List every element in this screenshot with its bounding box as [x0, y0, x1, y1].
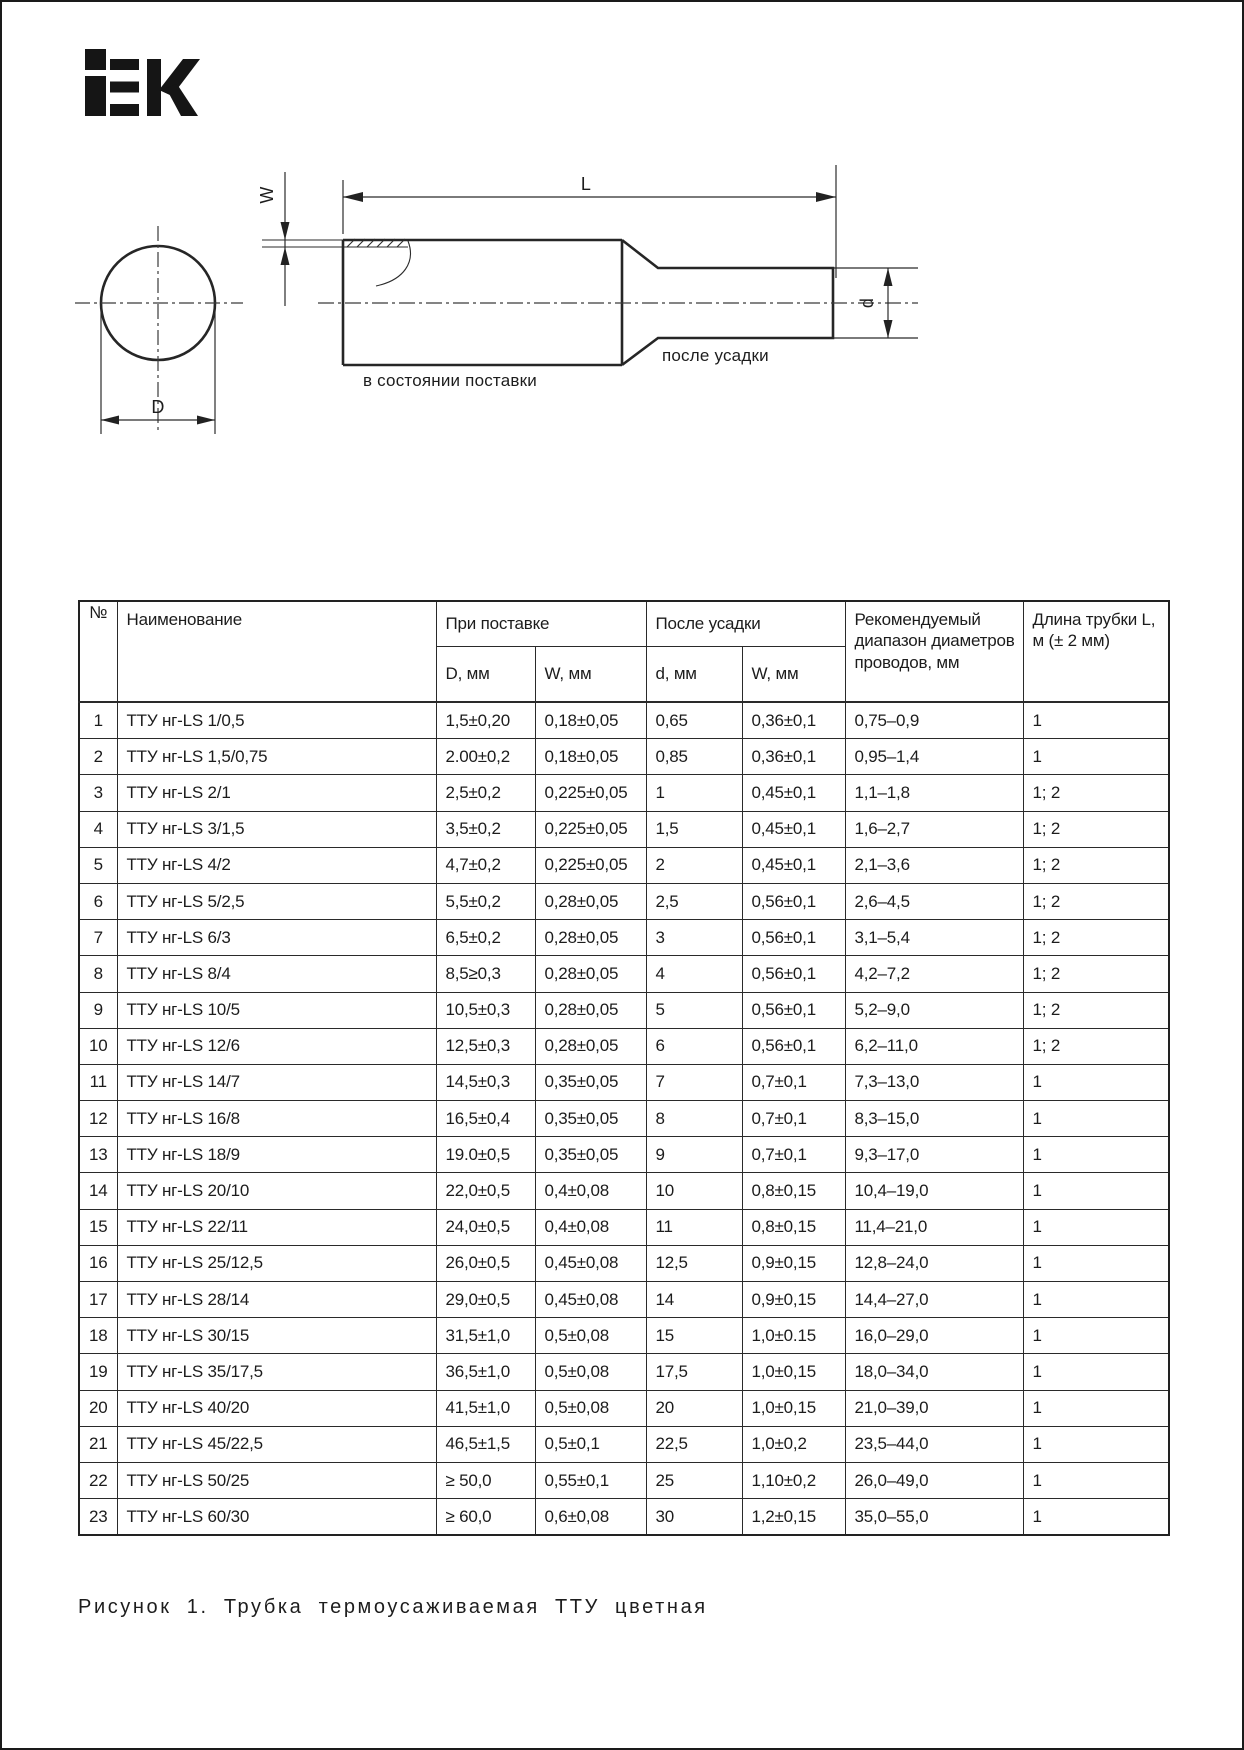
technical-drawing — [70, 120, 930, 460]
table-cell: 1 — [1023, 1209, 1169, 1245]
table-cell: 1,0±0,2 — [742, 1426, 845, 1462]
header-supplied-group: При поставке — [436, 601, 646, 647]
table-cell: 4,2–7,2 — [845, 956, 1023, 992]
table-row — [79, 1390, 1169, 1426]
table-cell: ТТУ нг-LS 8/4 — [117, 956, 436, 992]
table-cell: ТТУ нг-LS 60/30 — [117, 1499, 436, 1536]
table-cell: 11 — [79, 1064, 117, 1100]
table-cell: 6 — [646, 1028, 742, 1064]
table-cell: 15 — [79, 1209, 117, 1245]
table-cell: 0,28±0,05 — [535, 956, 646, 992]
table-cell: 0,28±0,05 — [535, 992, 646, 1028]
table-row — [79, 1282, 1169, 1318]
table-cell: 0,28±0,05 — [535, 920, 646, 956]
side-view — [257, 165, 918, 390]
table-cell: 0,5±0,08 — [535, 1318, 646, 1354]
table-cell: ТТУ нг-LS 25/12,5 — [117, 1245, 436, 1281]
table-cell: 0,35±0,05 — [535, 1101, 646, 1137]
table-cell: 26,0±0,5 — [436, 1245, 535, 1281]
spec-table-body — [79, 702, 1169, 1535]
table-cell: 12,5±0,3 — [436, 1028, 535, 1064]
table-cell: 15 — [646, 1318, 742, 1354]
table-cell: 1; 2 — [1023, 992, 1169, 1028]
table-cell: 1,0±0.15 — [742, 1318, 845, 1354]
table-cell: ТТУ нг-LS 50/25 — [117, 1462, 436, 1498]
table-cell: ТТУ нг-LS 14/7 — [117, 1064, 436, 1100]
table-cell: 2,1–3,6 — [845, 847, 1023, 883]
table-cell: 0,7±0,1 — [742, 1137, 845, 1173]
table-row — [79, 702, 1169, 739]
table-cell: 1; 2 — [1023, 920, 1169, 956]
table-cell: 26,0–49,0 — [845, 1462, 1023, 1498]
table-cell: 0,56±0,1 — [742, 883, 845, 919]
table-cell: 6,5±0,2 — [436, 920, 535, 956]
table-cell: 0,18±0,05 — [535, 739, 646, 775]
table-cell: 0,55±0,1 — [535, 1462, 646, 1498]
table-cell: 1 — [1023, 1426, 1169, 1462]
table-row — [79, 956, 1169, 992]
table-cell: ТТУ нг-LS 2/1 — [117, 775, 436, 811]
header-length: Длина трубки L, м (± 2 мм) — [1023, 601, 1169, 702]
table-cell: 10 — [79, 1028, 117, 1064]
table-cell: 0,4±0,08 — [535, 1173, 646, 1209]
table-cell: 1 — [646, 775, 742, 811]
table-row — [79, 775, 1169, 811]
table-cell: 0,4±0,08 — [535, 1209, 646, 1245]
table-cell: 10,5±0,3 — [436, 992, 535, 1028]
table-cell: 12,5 — [646, 1245, 742, 1281]
table-cell: 9 — [646, 1137, 742, 1173]
table-cell: 1 — [1023, 1101, 1169, 1137]
dimension-W — [257, 172, 290, 306]
label-d: d — [857, 297, 877, 309]
table-cell: 0,6±0,08 — [535, 1499, 646, 1536]
table-cell: 18,0–34,0 — [845, 1354, 1023, 1390]
table-cell: 3 — [646, 920, 742, 956]
table-cell: 0,45±0,1 — [742, 847, 845, 883]
table-cell: 2,5±0,2 — [436, 775, 535, 811]
table-row — [79, 1173, 1169, 1209]
table-cell: 0,95–1,4 — [845, 739, 1023, 775]
table-cell: 8,5≥0,3 — [436, 956, 535, 992]
table-cell: 1,6–2,7 — [845, 811, 1023, 847]
table-cell: 16 — [79, 1245, 117, 1281]
table-cell: 8,3–15,0 — [845, 1101, 1023, 1137]
table-cell: 13 — [79, 1137, 117, 1173]
table-cell: 16,5±0,4 — [436, 1101, 535, 1137]
table-cell: 2,6–4,5 — [845, 883, 1023, 919]
table-cell: 23,5–44,0 — [845, 1426, 1023, 1462]
table-cell: ТТУ нг-LS 45/22,5 — [117, 1426, 436, 1462]
table-cell: 1 — [1023, 1390, 1169, 1426]
table-cell: 14,5±0,3 — [436, 1064, 535, 1100]
table-row — [79, 847, 1169, 883]
table-cell: 14 — [79, 1173, 117, 1209]
table-cell: 1; 2 — [1023, 1028, 1169, 1064]
table-cell: 3,1–5,4 — [845, 920, 1023, 956]
table-cell: 22,5 — [646, 1426, 742, 1462]
table-cell: 22,0±0,5 — [436, 1173, 535, 1209]
table-cell: 14,4–27,0 — [845, 1282, 1023, 1318]
iek-logo — [85, 48, 201, 116]
table-cell: 41,5±1,0 — [436, 1390, 535, 1426]
table-cell: 3,5±0,2 — [436, 811, 535, 847]
table-cell: 1; 2 — [1023, 956, 1169, 992]
table-cell: 0,9±0,15 — [742, 1282, 845, 1318]
table-row — [79, 1028, 1169, 1064]
table-row — [79, 1318, 1169, 1354]
table-cell: ТТУ нг-LS 10/5 — [117, 992, 436, 1028]
table-cell: 19 — [79, 1354, 117, 1390]
table-cell: 1 — [1023, 1499, 1169, 1536]
table-cell: ТТУ нг-LS 12/6 — [117, 1028, 436, 1064]
table-cell: 46,5±1,5 — [436, 1426, 535, 1462]
table-cell: 17 — [79, 1282, 117, 1318]
logo-i-dot — [85, 49, 106, 70]
table-cell: 0,5±0,1 — [535, 1426, 646, 1462]
table-cell: 2,5 — [646, 883, 742, 919]
header-name: Наименование — [117, 601, 436, 702]
table-cell: 1 — [1023, 1462, 1169, 1498]
table-cell: 9 — [79, 992, 117, 1028]
table-cell: 1 — [1023, 1282, 1169, 1318]
table-cell: 5,2–9,0 — [845, 992, 1023, 1028]
table-cell: 10,4–19,0 — [845, 1173, 1023, 1209]
table-cell: 1 — [1023, 739, 1169, 775]
label-W: W — [257, 186, 277, 204]
table-cell: ТТУ нг-LS 22/11 — [117, 1209, 436, 1245]
table-cell: 25 — [646, 1462, 742, 1498]
table-row — [79, 1137, 1169, 1173]
table-cell: 8 — [646, 1101, 742, 1137]
table-cell: 0,28±0,05 — [535, 1028, 646, 1064]
table-cell: 20 — [79, 1390, 117, 1426]
logo-k-stem — [147, 59, 161, 116]
header-shrunk-w: W, мм — [742, 647, 845, 703]
table-cell: 0,35±0,05 — [535, 1137, 646, 1173]
table-cell: 19.0±0,5 — [436, 1137, 535, 1173]
table-cell: 1 — [1023, 1354, 1169, 1390]
table-cell: 2 — [79, 739, 117, 775]
table-cell: 0,75–0,9 — [845, 702, 1023, 739]
table-cell: 18 — [79, 1318, 117, 1354]
logo-k-arm — [166, 84, 198, 116]
table-cell: 0,56±0,1 — [742, 956, 845, 992]
table-cell: 30 — [646, 1499, 742, 1536]
table-cell: 12 — [79, 1101, 117, 1137]
table-cell: 11 — [646, 1209, 742, 1245]
label-L: L — [580, 174, 592, 194]
table-cell: 0,45±0,08 — [535, 1282, 646, 1318]
header-shrunk-d: d, мм — [646, 647, 742, 703]
table-cell: 0,225±0,05 — [535, 811, 646, 847]
table-cell: 0,36±0,1 — [742, 739, 845, 775]
table-cell: 0,36±0,1 — [742, 702, 845, 739]
table-cell: 0,5±0,08 — [535, 1354, 646, 1390]
table-cell: 0,45±0,1 — [742, 811, 845, 847]
table-cell: ТТУ нг-LS 28/14 — [117, 1282, 436, 1318]
table-cell: ТТУ нг-LS 1,5/0,75 — [117, 739, 436, 775]
table-row — [79, 920, 1169, 956]
logo-e-bar — [110, 82, 139, 93]
table-row — [79, 739, 1169, 775]
table-cell: 1 — [79, 702, 117, 739]
table-cell: 0,85 — [646, 739, 742, 775]
table-cell: 0,35±0,05 — [535, 1064, 646, 1100]
table-cell: ТТУ нг-LS 4/2 — [117, 847, 436, 883]
table-cell: 0,18±0,05 — [535, 702, 646, 739]
header-num: № — [79, 601, 117, 702]
dimension-L — [343, 165, 836, 278]
table-cell: ТТУ нг-LS 16/8 — [117, 1101, 436, 1137]
table-cell: 0,225±0,05 — [535, 847, 646, 883]
table-cell: 21,0–39,0 — [845, 1390, 1023, 1426]
table-row — [79, 992, 1169, 1028]
table-cell: ≥ 60,0 — [436, 1499, 535, 1536]
table-cell: 1; 2 — [1023, 883, 1169, 919]
label-state-shrunk: после усадки — [662, 346, 769, 365]
table-cell: 35,0–55,0 — [845, 1499, 1023, 1536]
logo-e-bar — [110, 59, 139, 70]
table-row — [79, 1354, 1169, 1390]
header-supplied-w: W, мм — [535, 647, 646, 703]
table-row — [79, 1462, 1169, 1498]
table-cell: 4 — [646, 956, 742, 992]
table-row — [79, 1499, 1169, 1536]
table-cell: 8 — [79, 956, 117, 992]
table-cell: 36,5±1,0 — [436, 1354, 535, 1390]
table-cell: ТТУ нг-LS 5/2,5 — [117, 883, 436, 919]
table-cell: 1; 2 — [1023, 775, 1169, 811]
table-cell: 0,7±0,1 — [742, 1064, 845, 1100]
table-cell: 0,8±0,15 — [742, 1209, 845, 1245]
table-row — [79, 1426, 1169, 1462]
table-cell: 1 — [1023, 1137, 1169, 1173]
label-state-supplied: в состоянии поставки — [363, 371, 537, 390]
table-cell: ≥ 50,0 — [436, 1462, 535, 1498]
dimension-D — [101, 310, 215, 434]
table-row — [79, 1101, 1169, 1137]
table-cell: 1,10±0,2 — [742, 1462, 845, 1498]
table-cell: 29,0±0,5 — [436, 1282, 535, 1318]
table-cell: ТТУ нг-LS 6/3 — [117, 920, 436, 956]
table-cell: 11,4–21,0 — [845, 1209, 1023, 1245]
table-row — [79, 811, 1169, 847]
header-range: Рекомендуемый диапазон диаметров проводов, мм — [845, 601, 1023, 702]
table-cell: ТТУ нг-LS 3/1,5 — [117, 811, 436, 847]
table-cell: 1 — [1023, 702, 1169, 739]
table-cell: 2 — [646, 847, 742, 883]
table-cell: 3 — [79, 775, 117, 811]
table-cell: 4,7±0,2 — [436, 847, 535, 883]
end-view — [75, 226, 243, 434]
logo-e-bar — [110, 104, 139, 116]
header-shrunk-group: После усадки — [646, 601, 845, 647]
header-supplied-d: D, мм — [436, 647, 535, 703]
table-cell: ТТУ нг-LS 35/17,5 — [117, 1354, 436, 1390]
figure-caption: Рисунок 1. Трубка термоусаживаемая ТТУ цветная — [78, 1596, 708, 1618]
table-cell: 1 — [1023, 1318, 1169, 1354]
table-cell: 4 — [79, 811, 117, 847]
table-cell: 24,0±0,5 — [436, 1209, 535, 1245]
table-cell: 7 — [79, 920, 117, 956]
table-cell: 22 — [79, 1462, 117, 1498]
table-cell: ТТУ нг-LS 30/15 — [117, 1318, 436, 1354]
table-cell: 0,56±0,1 — [742, 992, 845, 1028]
table-cell: 2.00±0,2 — [436, 739, 535, 775]
table-cell: 1,2±0,15 — [742, 1499, 845, 1536]
table-cell: 1,1–1,8 — [845, 775, 1023, 811]
table-cell: ТТУ нг-LS 18/9 — [117, 1137, 436, 1173]
table-cell: 7 — [646, 1064, 742, 1100]
table-cell: 5 — [79, 847, 117, 883]
table-cell: 0,7±0,1 — [742, 1101, 845, 1137]
table-cell: 17,5 — [646, 1354, 742, 1390]
table-cell: 10 — [646, 1173, 742, 1209]
table-cell: 0,5±0,08 — [535, 1390, 646, 1426]
table-row — [79, 883, 1169, 919]
spec-table — [78, 600, 1170, 1536]
table-cell: 0,225±0,05 — [535, 775, 646, 811]
table-cell: 0,45±0,08 — [535, 1245, 646, 1281]
table-cell: 1,0±0,15 — [742, 1354, 845, 1390]
table-cell: 21 — [79, 1426, 117, 1462]
table-cell: 6 — [79, 883, 117, 919]
table-cell: 12,8–24,0 — [845, 1245, 1023, 1281]
table-cell: 16,0–29,0 — [845, 1318, 1023, 1354]
table-cell: 0,9±0,15 — [742, 1245, 845, 1281]
table-cell: ТТУ нг-LS 1/0,5 — [117, 702, 436, 739]
table-cell: 0,45±0,1 — [742, 775, 845, 811]
table-cell: 9,3–17,0 — [845, 1137, 1023, 1173]
table-cell: 5,5±0,2 — [436, 883, 535, 919]
table-cell: 1,5±0,20 — [436, 702, 535, 739]
table-cell: 14 — [646, 1282, 742, 1318]
table-cell: 0,56±0,1 — [742, 920, 845, 956]
table-cell: ТТУ нг-LS 40/20 — [117, 1390, 436, 1426]
table-cell: 1; 2 — [1023, 847, 1169, 883]
logo-i-stem — [85, 76, 106, 116]
table-cell: 6,2–11,0 — [845, 1028, 1023, 1064]
table-cell: 7,3–13,0 — [845, 1064, 1023, 1100]
table-cell: 1 — [1023, 1064, 1169, 1100]
table-row — [79, 1209, 1169, 1245]
table-cell: 1; 2 — [1023, 811, 1169, 847]
table-cell: 31,5±1,0 — [436, 1318, 535, 1354]
table-cell: 0,28±0,05 — [535, 883, 646, 919]
table-cell: 1 — [1023, 1173, 1169, 1209]
table-cell: 20 — [646, 1390, 742, 1426]
table-cell: ТТУ нг-LS 20/10 — [117, 1173, 436, 1209]
table-row — [79, 1245, 1169, 1281]
label-D: D — [151, 397, 165, 417]
table-row — [79, 1064, 1169, 1100]
table-cell: 0,8±0,15 — [742, 1173, 845, 1209]
table-cell: 1 — [1023, 1245, 1169, 1281]
table-cell: 0,56±0,1 — [742, 1028, 845, 1064]
table-cell: 0,65 — [646, 702, 742, 739]
table-cell: 1,0±0,15 — [742, 1390, 845, 1426]
table-cell: 5 — [646, 992, 742, 1028]
table-cell: 23 — [79, 1499, 117, 1536]
table-cell: 1,5 — [646, 811, 742, 847]
